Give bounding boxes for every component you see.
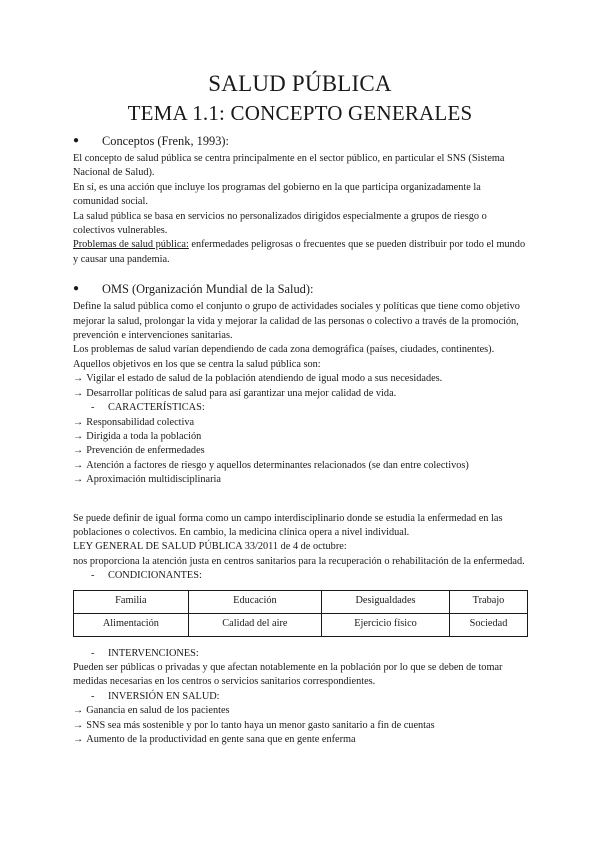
arrow-icon: → (73, 445, 84, 457)
section-heading-oms (73, 281, 529, 297)
dash-marker: - (91, 570, 95, 582)
list-item: → Aumento de la productividad en gente sana que en gente enferma (73, 734, 356, 745)
list-item: → SNS sea más sostenible y por lo tanto haya un menor gasto sanitario a fin de cuentas (73, 719, 435, 731)
paragraph: El concepto de salud pública se centra principalmente en el sector público, en particular el SNS (Sistema Nacional de Salud). (73, 153, 505, 179)
condicionantes-table (73, 590, 528, 637)
dash-marker: - (91, 402, 95, 414)
list-item: → Dirigida a toda la población (73, 430, 202, 442)
table-cell: Sociedad (450, 613, 528, 636)
paragraph: Los problemas de salud varían dependiendo de cada zona demográfica (países, ciudades, continentes). (73, 344, 495, 356)
paragraph: La salud pública se basa en servicios no personalizados dirigidos especialmente a grupos de riesgo o colectivos vulnerables. (73, 210, 487, 237)
document-body (73, 133, 529, 747)
table-cell: Alimentación (74, 613, 189, 636)
subheading-intervenciones: - INTERVENCIONES: (73, 647, 529, 661)
arrow-icon: → (73, 459, 84, 471)
table-row (74, 590, 528, 613)
paragraph (73, 238, 529, 267)
list-item: → Vigilar el estado de salud de la población atendiendo de igual modo a sus necesidades. (73, 373, 443, 385)
table-cell: Calidad del aire (188, 613, 321, 636)
paragraph: En sí, es una acción que incluye los programas del gobierno en la que participa organizadamente la comunidad social. (73, 181, 481, 208)
list-item: → Ganancia en salud de los pacientes (73, 705, 230, 717)
paragraph: nos proporciona la atención justa en centros sanitarios para la recuperación o rehabilitación de la enfermedad. (73, 555, 525, 567)
underlined-label: Problemas de salud pública: (73, 239, 189, 251)
document-title: SALUD PÚBLICA (208, 71, 392, 96)
arrow-icon: → (73, 373, 84, 385)
document-subtitle: TEMA 1.1: CONCEPTO GENERALES (127, 101, 473, 125)
paragraph: Define la salud pública como el conjunto o grupo de actividades sociales y políticas que tiene como objetivo mejorar la salud, prolongar la vida y mejorar la calidad de las personas o colectivo a través de la promoción, prevención e intervenciones sanitarias. (73, 301, 520, 342)
table-cell: Ejercicio físico (321, 613, 449, 636)
list-item: → Prevención de enfermedades (73, 445, 205, 457)
arrow-icon: → (73, 474, 84, 486)
arrow-icon: → (73, 430, 84, 442)
arrow-icon: → (73, 387, 84, 399)
bullet-icon: ● (73, 135, 80, 146)
arrow-icon: → (73, 705, 84, 717)
table-cell: Desigualdades (321, 590, 449, 613)
list-item: → Desarrollar políticas de salud para así garantizar una mejor calidad de vida. (73, 387, 397, 399)
section-heading-text: Conceptos (Frenk, 1993): (102, 134, 229, 148)
subheading-inversion: - INVERSIÓN EN SALUD: (73, 690, 529, 704)
arrow-icon: → (73, 416, 84, 428)
section-heading-conceptos (73, 133, 529, 149)
table-cell: Educación (188, 590, 321, 613)
arrow-icon: → (73, 734, 84, 745)
paragraph: Pueden ser públicas o privadas y que afectan notablemente en la población por lo que se deben de tomar medidas necesarias en los centros o servicios sanitarios correspondientes. (73, 661, 503, 688)
dash-marker: - (91, 690, 95, 702)
table-row (74, 613, 528, 636)
arrow-icon: → (73, 719, 84, 731)
list-item: → Aproximación multidisciplinaria (73, 474, 221, 486)
table-cell: Trabajo (450, 590, 528, 613)
list-item: → Atención a factores de riesgo y aquellos determinantes relacionados (se dan entre colectivos) (73, 459, 469, 471)
list-item: → Responsabilidad colectiva (73, 416, 195, 428)
paragraph: Aquellos objetivos en los que se centra la salud pública son: (73, 358, 321, 370)
paragraph: Se puede definir de igual forma como un campo interdisciplinario donde se estudia la enfermedad en las poblaciones o colectivos. En cambio, la medicina clínica opera a nivel individual. (73, 512, 503, 538)
dash-marker: - (91, 647, 95, 659)
section-heading-text: OMS (Organización Mundial de la Salud): (102, 282, 314, 297)
subheading-caracteristicas: - CARACTERÍSTICAS: (73, 401, 529, 415)
paragraph-text: enfermedades peligrosas o frecuentes que se pueden distribuir por todo el mundo y causar una pandemia. (73, 239, 526, 265)
law-title: LEY GENERAL DE SALUD PÚBLICA 33/2011 de 4 de octubre: (73, 541, 347, 553)
bullet-icon: ● (73, 283, 80, 295)
subheading-condicionantes: - CONDICIONANTES: (73, 569, 529, 583)
table-cell: Familia (74, 590, 189, 613)
